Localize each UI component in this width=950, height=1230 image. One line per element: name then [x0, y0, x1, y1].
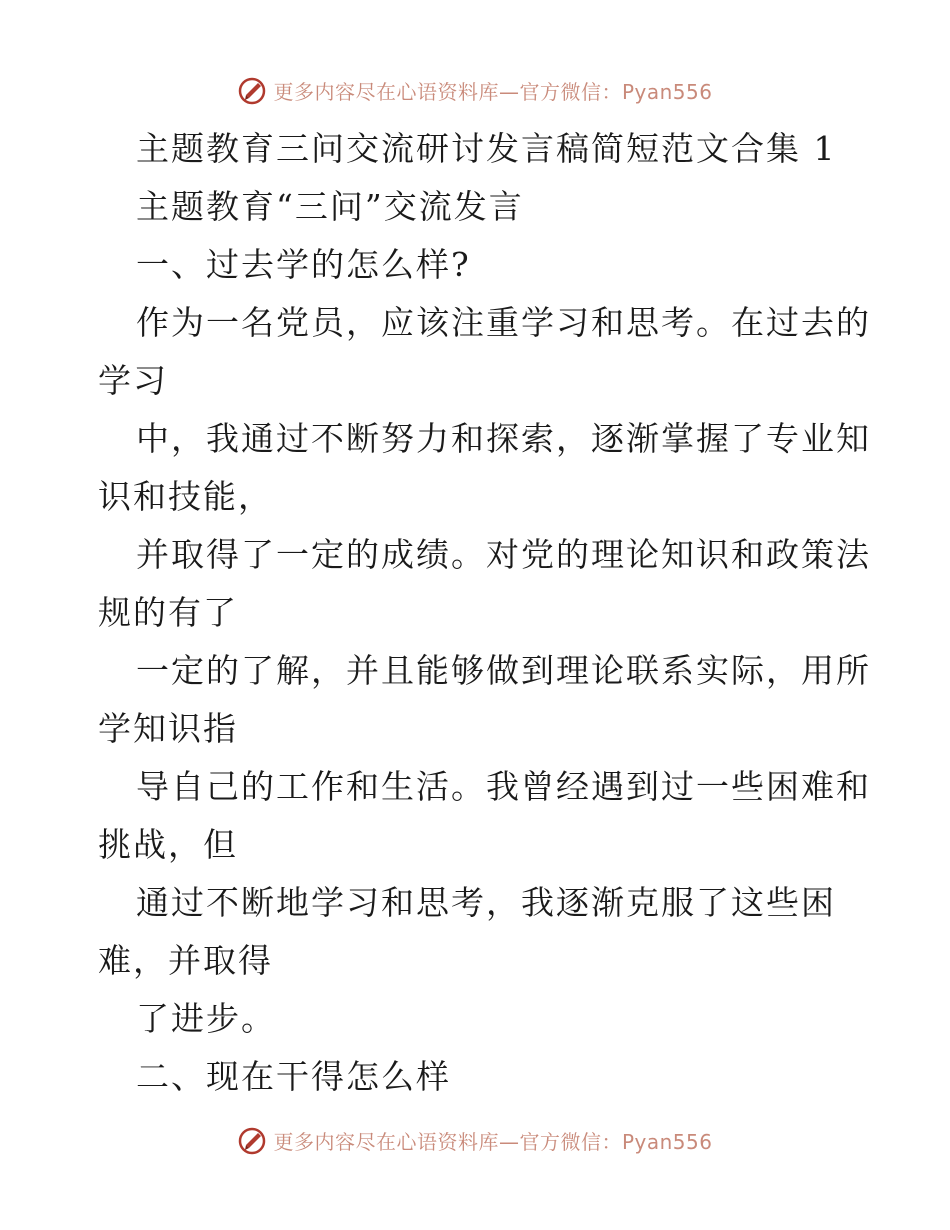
paragraph-line: 规的有了	[98, 593, 238, 632]
paragraph-line: 作为一名党员，应该注重学习和思考。在过去的	[136, 303, 871, 342]
paragraph-line: 导自己的工作和生活。我曾经遇到过一些困难和	[136, 767, 871, 806]
document-title: 主题教育三问交流研讨发言稿简短范文合集 1	[136, 129, 837, 168]
section-heading-1: 一、过去学的怎么样?	[136, 245, 471, 284]
header-watermark-text: 更多内容尽在心语资料库—官方微信：Pyan556	[273, 79, 713, 104]
footer-watermark-banner	[0, 1120, 950, 1160]
document-subtitle: 主题教育“三问”交流发言	[136, 187, 524, 226]
paragraph-line: 中，我通过不断努力和探索，逐渐掌握了专业知	[136, 419, 871, 458]
paragraph-line: 挑战，但	[98, 825, 238, 864]
footer-watermark-text: 更多内容尽在心语资料库—官方微信：Pyan556	[273, 1129, 713, 1154]
section-heading-2: 二、现在干得怎么样	[136, 1057, 451, 1096]
paragraph-line: 学知识指	[98, 709, 238, 748]
paragraph-line: 难，并取得	[98, 941, 273, 980]
paragraph-line: 并取得了一定的成绩。对党的理论知识和政策法	[136, 535, 871, 574]
paragraph-line: 通过不断地学习和思考，我逐渐克服了这些困	[136, 883, 836, 922]
pen-logo-icon	[237, 1125, 267, 1155]
paragraph-line: 一定的了解，并且能够做到理论联系实际，用所	[136, 651, 871, 690]
document-body	[98, 120, 871, 1106]
header-watermark-banner	[0, 70, 950, 110]
pen-logo-icon	[237, 75, 267, 105]
paragraph-line: 了进步。	[136, 999, 276, 1038]
paragraph-line: 学习	[98, 361, 168, 400]
paragraph-line: 识和技能，	[98, 477, 273, 516]
